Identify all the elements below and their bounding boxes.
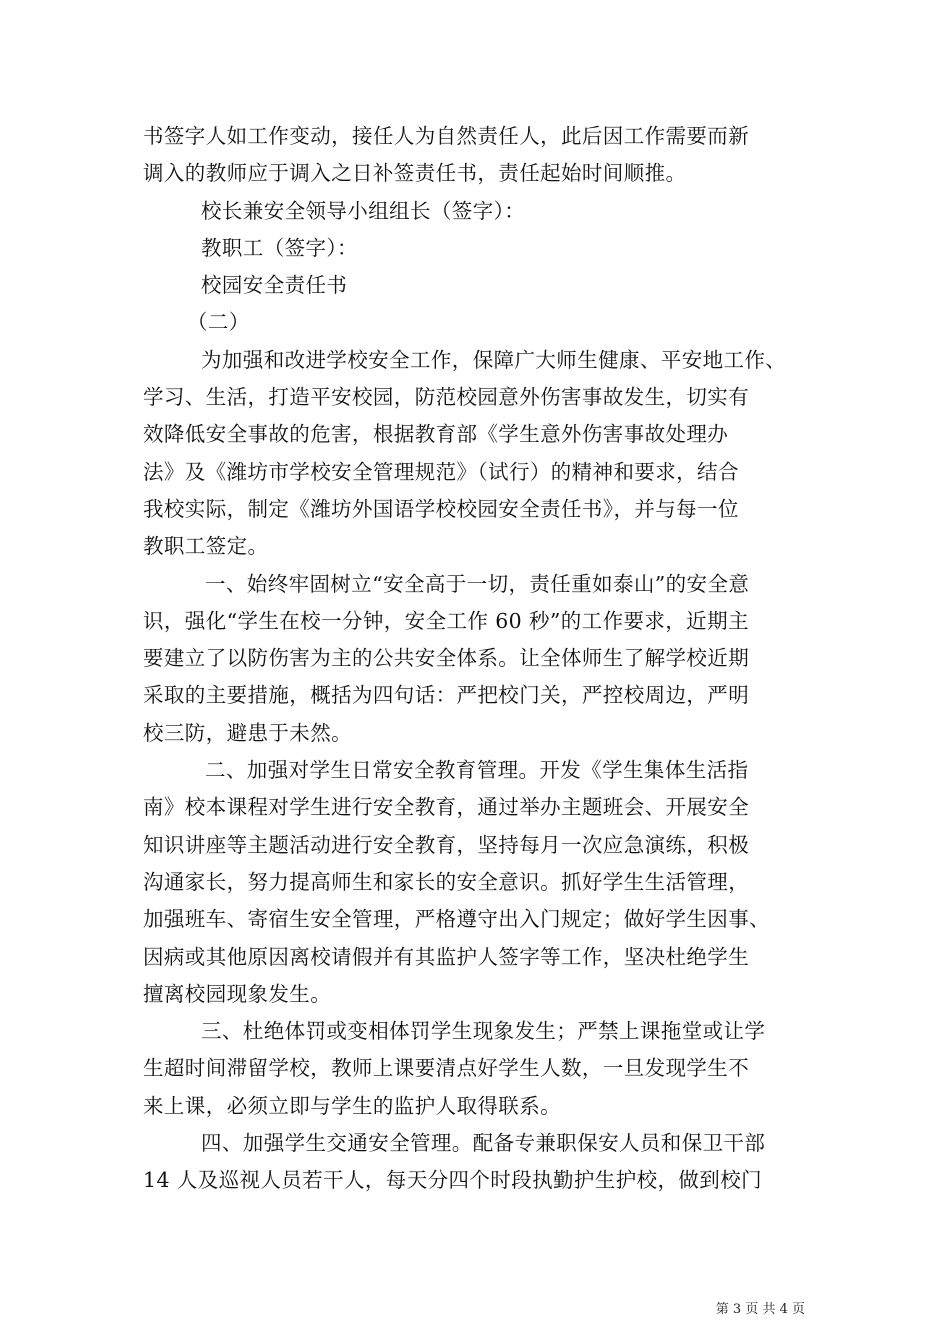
text-line: 我校实际，制定《潍坊外国语学校校园安全责任书》，并与每一位 [143, 496, 739, 521]
text-line: 擅离校园现象发生。 [143, 981, 332, 1006]
text-line: 要建立了以防伤害为主的公共安全体系。让全体师生了解学校近期 [143, 646, 750, 671]
text-line: 南》校本课程对学生进行安全教育，通过举办主题班会、开展安全 [143, 795, 750, 820]
text-line: 四、加强学生交通安全管理。配备专兼职保安人员和保卫干部 [201, 1131, 766, 1156]
text-line: 因病或其他原因离校请假并有其监护人签字等工作，坚决杜绝学生 [143, 944, 750, 969]
text-line: 学习、生活，打造平安校园，防范校园意外伤害事故发生，切实有 [143, 385, 750, 410]
text-line: 采取的主要措施，概括为四句话：严把校门关，严控校周边，严明 [143, 683, 750, 708]
text-line: 校三防，避患于未然。 [143, 720, 352, 745]
text-line: 教职工签定。 [143, 534, 269, 559]
text-line: 加强班车、寄宿生安全管理，严格遵守出入门规定；做好学生因事、 [143, 907, 770, 932]
text-line: 识，强化“学生在校一分钟，安全工作 60 秒”的工作要求，近期主 [143, 608, 749, 633]
text-line: 效降低安全事故的危害，根据教育部《学生意外伤害事故处理办 [143, 422, 729, 447]
document-title: 校园安全责任书 [201, 273, 348, 298]
section-number: （二） [187, 310, 250, 335]
signature-line-staff: 教职工（签字）： [201, 235, 358, 260]
text-line: 为加强和改进学校安全工作，保障广大师生健康、平安地工作、 [201, 347, 787, 372]
text-line: 调入的教师应于调入之日补签责任书，责任起始时间顺推。 [143, 161, 687, 186]
text-line: 生超时间滞留学校，教师上课要清点好学生人数，一旦发现学生不 [143, 1056, 750, 1081]
page-number: 第 3 页 共 4 页 [715, 1302, 805, 1317]
text-line: 知识讲座等主题活动进行安全教育，坚持每月一次应急演练，积极 [143, 832, 750, 857]
text-line: 法》及《潍坊市学校安全管理规范》（试行）的精神和要求，结合 [143, 459, 739, 484]
text-line: 来上课，必须立即与学生的监护人取得联系。 [143, 1093, 561, 1118]
text-line: 书签字人如工作变动，接任人为自然责任人，此后因工作需要而新 [143, 124, 750, 148]
text-line: 一、始终牢固树立“安全高于一切，责任重如泰山”的安全意 [205, 571, 750, 596]
text-line: 二、加强对学生日常安全教育管理。开发《学生集体生活指 [205, 758, 749, 783]
text-line: 沟通家长，努力提高师生和家长的安全意识。抓好学生生活管理， [143, 869, 750, 894]
document-body [143, 118, 815, 1200]
text-line: 14 人及巡视人员若干人，每天分四个时段执勤护生护校，做到校门 [143, 1168, 762, 1193]
text-line: 三、杜绝体罚或变相体罚学生现象发生；严禁上课拖堂或让学 [201, 1019, 766, 1044]
signature-line-principal: 校长兼安全领导小组组长（签字）： [201, 198, 526, 223]
